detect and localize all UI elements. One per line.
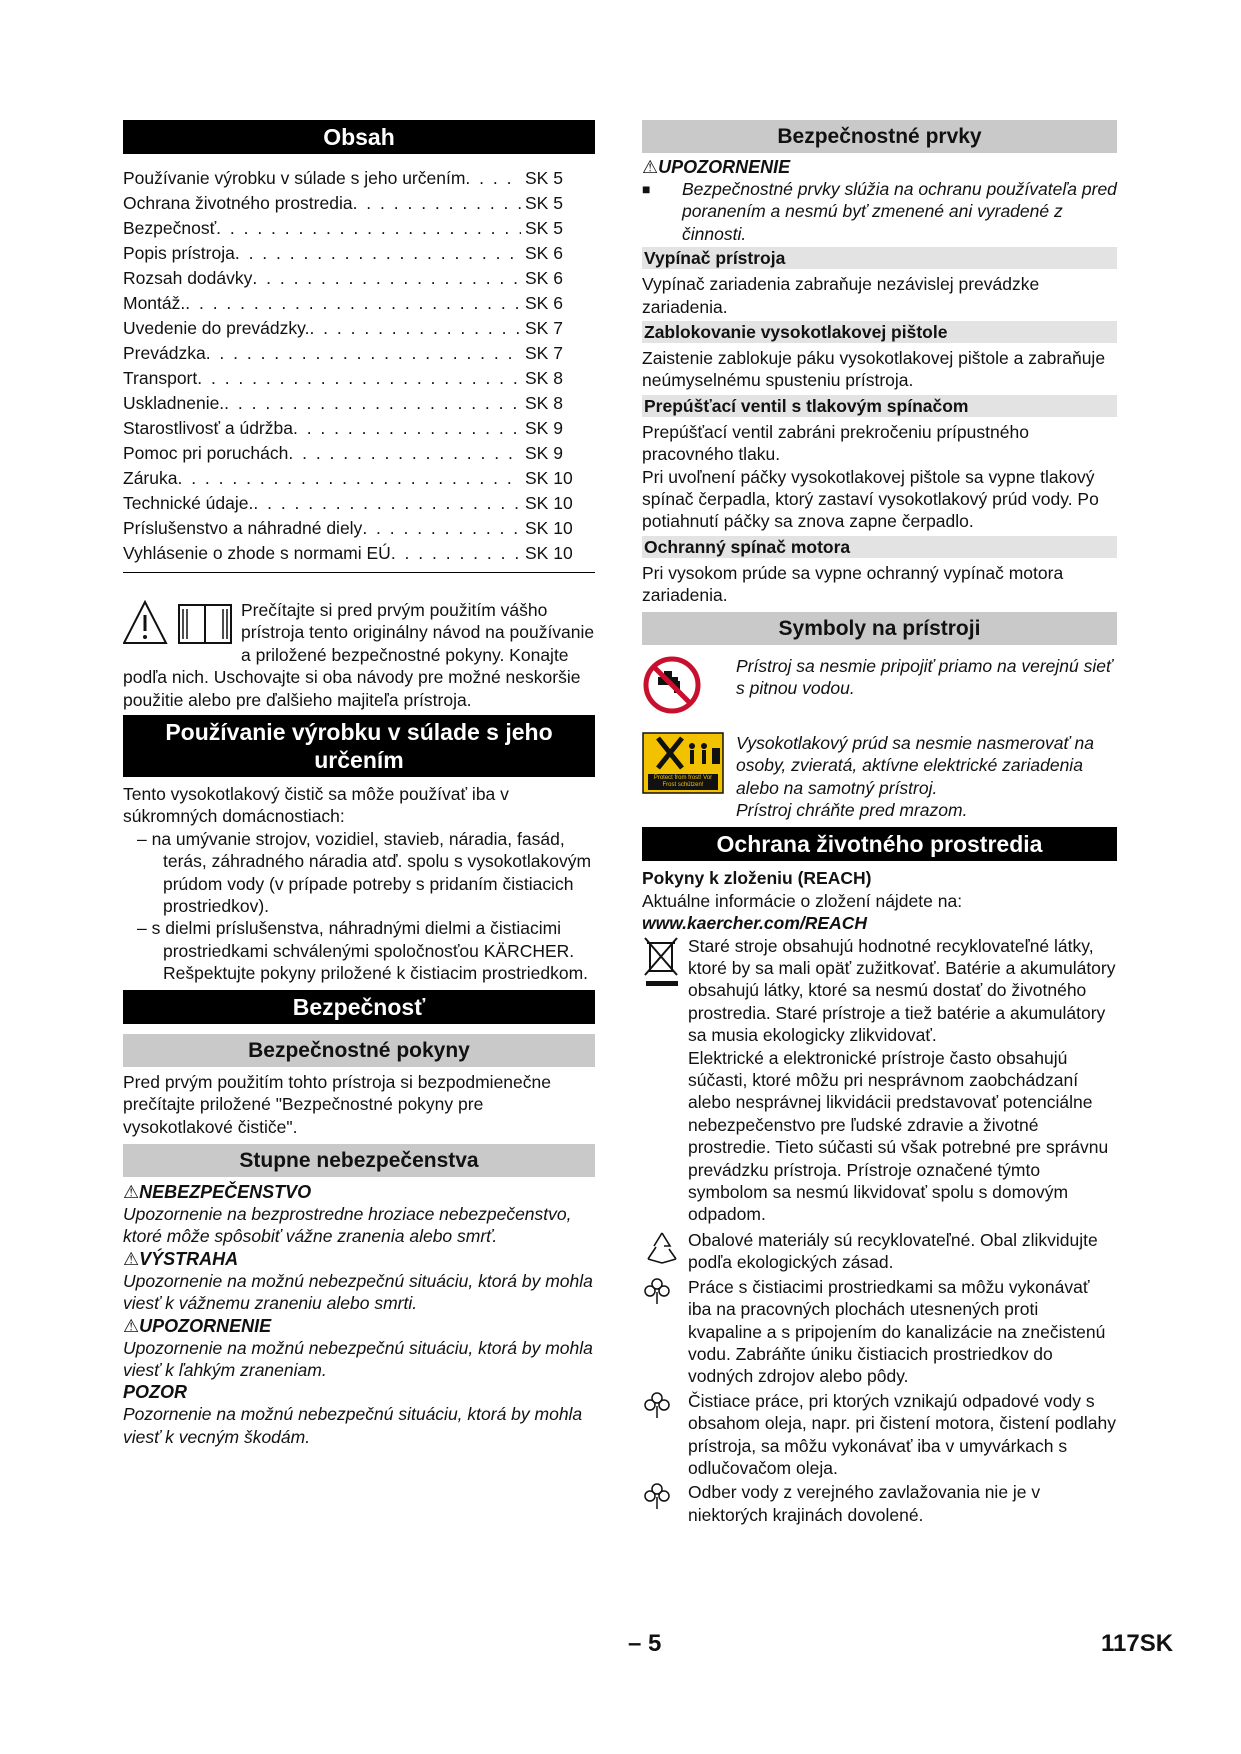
toc-leader (288, 441, 521, 466)
toc-item[interactable] (123, 416, 595, 441)
toc-item[interactable] (123, 466, 595, 491)
hazard-level (123, 1315, 595, 1382)
environment-text: Staré stroje obsahujú hodnotné recyklovateľné látky, ktoré by sa mali opäť zužitkovať. Batérie a akumulátory obsahujú látky, ktoré sa nesmú dostať do životného prostredia. Staré prístroje a tiež batérie a akumulátory sa musia ekologicky zlikvidovať. (688, 935, 1116, 1046)
toc-item-page: SK 7 (525, 318, 563, 338)
toc-item-title: Transport (123, 368, 198, 388)
do-not-spray-people-icon (642, 732, 736, 822)
toc-leader (253, 491, 521, 516)
hazard-label: POZOR (123, 1382, 188, 1403)
toc-leader (353, 191, 521, 216)
left-column (123, 120, 595, 1448)
intended-use-heading: Používanie výrobku v súlade s jeho určením (123, 715, 595, 777)
toc-item-page: SK 6 (525, 268, 563, 288)
toc-leader (235, 241, 521, 266)
section-text: Pri uvoľnení páčky vysokotlakovej pištole sa vypne tlakový spínač čerpadla, ktorý zastaví vysokotlakový prúd vody. Po potiahnutí páčky sa znova zapne čerpadlo. (642, 466, 1099, 532)
toc-leader (252, 266, 521, 291)
environment-item (642, 1481, 1117, 1526)
intro-icons (123, 599, 241, 647)
hazard-text: Upozornenie na možnú nebezpečnú situáciu, ktorá by mohla viesť k ľahkým zraneniam. (123, 1337, 593, 1380)
toc-leader (216, 216, 521, 241)
environment-text: Elektrické a elektronické prístroje často obsahujú súčasti, ktoré môžu pri nesprávnom zaobchádzaní alebo nesprávnej likvidácii predstavovať potenciálne nebezpečenstvo pre ľudské zdravie a životné prostredie. Tieto súčasti sú však potrebné pre správnu prevádzku prístroja. Prístroje označené týmto symbolom sa nesmú likvidovať spolu s domovým odpadom. (688, 1047, 1109, 1225)
environment-item (642, 935, 1117, 1226)
toc-item-title: Príslušenstvo a náhradné diely (123, 518, 363, 538)
symbol-item (642, 655, 1117, 720)
toc-item[interactable] (123, 491, 595, 516)
environment-text: Práce s čistiacimi prostriedkami sa môžu vykonávať iba na pracovných plochách utesnených proti kvapaline a s pripojením do kanalizácie na znečistenú vodu. Zabráňte úniku čistiacich prostriedkov do vodných zdrojov alebo pôdy. (688, 1276, 1106, 1387)
hazard-level (123, 1248, 595, 1315)
toc-item-page: SK 10 (525, 518, 573, 538)
environment-item (642, 1390, 1117, 1480)
toc-item-title: Vyhlásenie o zhode s normami EÚ (123, 543, 391, 563)
section-title: Vypínač prístroja (642, 247, 1117, 269)
toc-item-title: Technické údaje. (123, 493, 254, 513)
toc-item[interactable] (123, 391, 595, 416)
toc-item[interactable] (123, 191, 595, 216)
toc-item-title: Montáž. (123, 293, 186, 313)
section-text: Zaistenie zablokuje páku vysokotlakovej pištole a zabraňuje neúmyselnému spusteniu prístroja. (642, 348, 1106, 391)
symbol-text: Vysokotlakový prúd sa nesmie nasmerovať na osoby, zvieratá, aktívne elektrické zariadenia alebo na samotný prístroj. (736, 732, 1094, 798)
section-title: Prepúšťací ventil s tlakovým spínačom (642, 395, 1117, 417)
toc-item-title: Bezpečnosť (123, 218, 217, 238)
toc-item-title: Používanie výrobku v súlade s jeho určením (123, 168, 466, 188)
toc-leader (391, 541, 521, 566)
toc-item-title: Uskladnenie. (123, 393, 225, 413)
safety-devices-heading: Bezpečnostné prvky (642, 120, 1117, 153)
toc-item[interactable] (123, 291, 595, 316)
toc-item-page: SK 5 (525, 193, 563, 213)
environment-heading: Ochrana životného prostredia (642, 827, 1117, 861)
bullet-square-icon: ■ (642, 181, 651, 197)
safety-instructions-heading: Bezpečnostné pokyny (123, 1034, 595, 1067)
warning-read-manual-icon (123, 599, 241, 647)
safety-devices-warning-label: ⚠UPOZORNENIE (642, 157, 791, 177)
toc-item[interactable] (123, 166, 595, 191)
device-symbols-heading: Symboly na prístroji (642, 612, 1117, 645)
hazard-text: Upozornenie na možnú nebezpečnú situáciu, ktorá by mohla viesť k vážnemu zraneniu alebo smrti. (123, 1270, 593, 1314)
intended-use-item: – na umývanie strojov, vozidiel, stavieb, náradia, fasád, terás, záhradného náradia atď. spolu s vysokotlakovým prúdom vody (v prípade potreby s pridaním čistiacich prostriedkov). (137, 828, 592, 917)
toc-leader (224, 391, 521, 416)
toc-item[interactable] (123, 241, 595, 266)
right-column (642, 120, 1117, 1526)
hazard-label: ⚠VÝSTRAHA (123, 1248, 239, 1269)
toc-item-page: SK 5 (525, 218, 563, 238)
toc-item-title: Prevádzka (123, 343, 206, 363)
intended-use-item: – s dielmi príslušenstva, náhradnými dielmi a čistiacimi prostriedkami schválenými spoločnosťou KÄRCHER. Rešpektujte pokyny priložené k čistiacim prostriedkom. (137, 918, 589, 984)
toc-leader (197, 366, 521, 391)
toc-item-title: Rozsah dodávky (123, 268, 253, 288)
recycle-icon (642, 1229, 688, 1274)
toc-item[interactable] (123, 266, 595, 291)
environment-text: Čistiace práce, pri ktorých vznikajú odpadové vody s obsahom oleja, napr. pri čistení motora, čistení podlahy prístroja, sa môžu vykonávať iba v umyvárkach s odlučovačom oleja. (688, 1390, 1117, 1479)
environment-note-icon (642, 1481, 688, 1526)
environment-note-icon (642, 1276, 688, 1388)
toc-item[interactable] (123, 441, 595, 466)
safety-instructions-text: Pred prvým použitím tohto prístroja si bezpodmienečne prečítajte priložené "Bezpečnostné pokyny pre vysokotlakové čističe". (123, 1071, 551, 1137)
toc-item-page: SK 10 (525, 468, 573, 488)
symbol-text: Prístroj chráňte pred mrazom. (736, 799, 968, 820)
hazard-level (123, 1381, 595, 1448)
toc-leader (465, 166, 521, 191)
toc-heading: Obsah (123, 120, 595, 154)
toc-item-title: Starostlivosť a údržba (123, 418, 293, 438)
toc-item-page: SK 8 (525, 368, 563, 388)
safety-devices-warning-text: Bezpečnostné prvky slúžia na ochranu používateľa pred poranením a nesmú byť zmenené ani vyradené z činnosti. (682, 179, 1117, 244)
toc-item-page: SK 10 (525, 543, 573, 563)
toc-item-title: Pomoc pri poruchách (123, 443, 289, 463)
toc-leader (293, 416, 521, 441)
section-text: Pri vysokom prúde sa vypne ochranný vypínač motora zariadenia. (642, 562, 1064, 606)
no-drinking-water-connection-icon (642, 655, 736, 720)
hazard-level (123, 1181, 595, 1248)
toc-leader (177, 466, 521, 491)
reach-text: Aktuálne informácie o zložení nájdete na: (642, 890, 963, 911)
toc-leader (185, 291, 521, 316)
toc-item-title: Popis prístroja (123, 243, 235, 263)
toc-item-page: SK 7 (525, 343, 563, 363)
toc-item-page: SK 6 (525, 293, 563, 313)
toc-item[interactable] (123, 316, 595, 341)
toc-item-page: SK 9 (525, 418, 563, 438)
environment-text: Odber vody z verejného zavlažovania nie je v niektorých krajinách dovolené. (688, 1482, 1041, 1525)
hazard-label: ⚠NEBEZPEČENSTVO (123, 1181, 312, 1202)
toc-list (123, 166, 595, 566)
symbol-item (642, 732, 1117, 822)
environment-text: Obalové materiály sú recyklovateľné. Obal zlikvidujte podľa ekologických zásad. (688, 1229, 1098, 1273)
reach-title: Pokyny k zloženiu (REACH) (642, 868, 872, 889)
symbol-text: Prístroj sa nesmie pripojiť priamo na verejnú sieť s pitnou vodou. (736, 655, 1113, 699)
hazard-levels-heading: Stupne nebezpečenstva (123, 1144, 595, 1177)
environment-item (642, 1229, 1117, 1274)
toc-item-page: SK 6 (525, 243, 563, 263)
toc-leader (362, 516, 521, 541)
hazard-text: Pozornenie na možnú nebezpečnú situáciu, ktorá by mohla viesť k vecným škodám. (123, 1404, 583, 1447)
crossed-bin-icon (642, 935, 688, 1226)
toc-item[interactable] (123, 366, 595, 391)
toc-item[interactable] (123, 516, 595, 541)
toc-item[interactable] (123, 541, 595, 566)
frost-warning-label: Protect from frost! Vor Frost schützen! (653, 774, 713, 788)
page-number: – 5 (628, 1630, 662, 1657)
intro-text: Prečítajte si pred prvým použitím vášho prístroja tento originálny návod na používanie a priložené bezpečnostné pokyny. Konajte podľa nich. Uschovajte si oba návody pre možné neskoršie použitie alebo pre ďalšieho majiteľa prístroja. (123, 600, 595, 710)
intro-block (123, 599, 595, 711)
section-title: Zablokovanie vysokotlakovej pištole (642, 321, 1117, 343)
toc-item-page: SK 8 (525, 393, 563, 413)
section-title: Ochranný spínač motora (642, 536, 1117, 558)
reach-link[interactable]: www.kaercher.com/REACH (642, 913, 867, 934)
document-code: 117SK (1101, 1630, 1174, 1657)
toc-item-title: Uvedenie do prevádzky. (123, 318, 310, 338)
toc-item-page: SK 10 (525, 493, 573, 513)
safety-devices-bullet (642, 178, 1117, 245)
toc-item[interactable] (123, 216, 595, 241)
environment-note-icon (642, 1390, 688, 1480)
environment-item (642, 1276, 1117, 1388)
toc-item[interactable] (123, 341, 595, 366)
toc-leader (206, 341, 521, 366)
toc-leader (309, 316, 521, 341)
toc-item-page: SK 9 (525, 443, 563, 463)
section-text: Vypínač zariadenia zabraňuje nezávislej prevádzke zariadenia. (642, 274, 1040, 317)
toc-item-title: Záruka (123, 468, 178, 488)
toc-item-page: SK 5 (525, 168, 563, 188)
intended-use-text: Tento vysokotlakový čistič sa môže používať iba v súkromných domácnostiach: (123, 784, 509, 827)
hazard-label: ⚠UPOZORNENIE (123, 1315, 272, 1336)
safety-heading: Bezpečnosť (123, 990, 595, 1024)
section-text: Prepúšťací ventil zabráni prekročeniu prípustného pracovného tlaku. (642, 421, 1029, 465)
toc-item-title: Ochrana životného prostredia (123, 193, 353, 213)
hazard-text: Upozornenie na bezprostredne hroziace nebezpečenstvo, ktoré môže spôsobiť vážne zranenia alebo smrť. (123, 1203, 572, 1247)
